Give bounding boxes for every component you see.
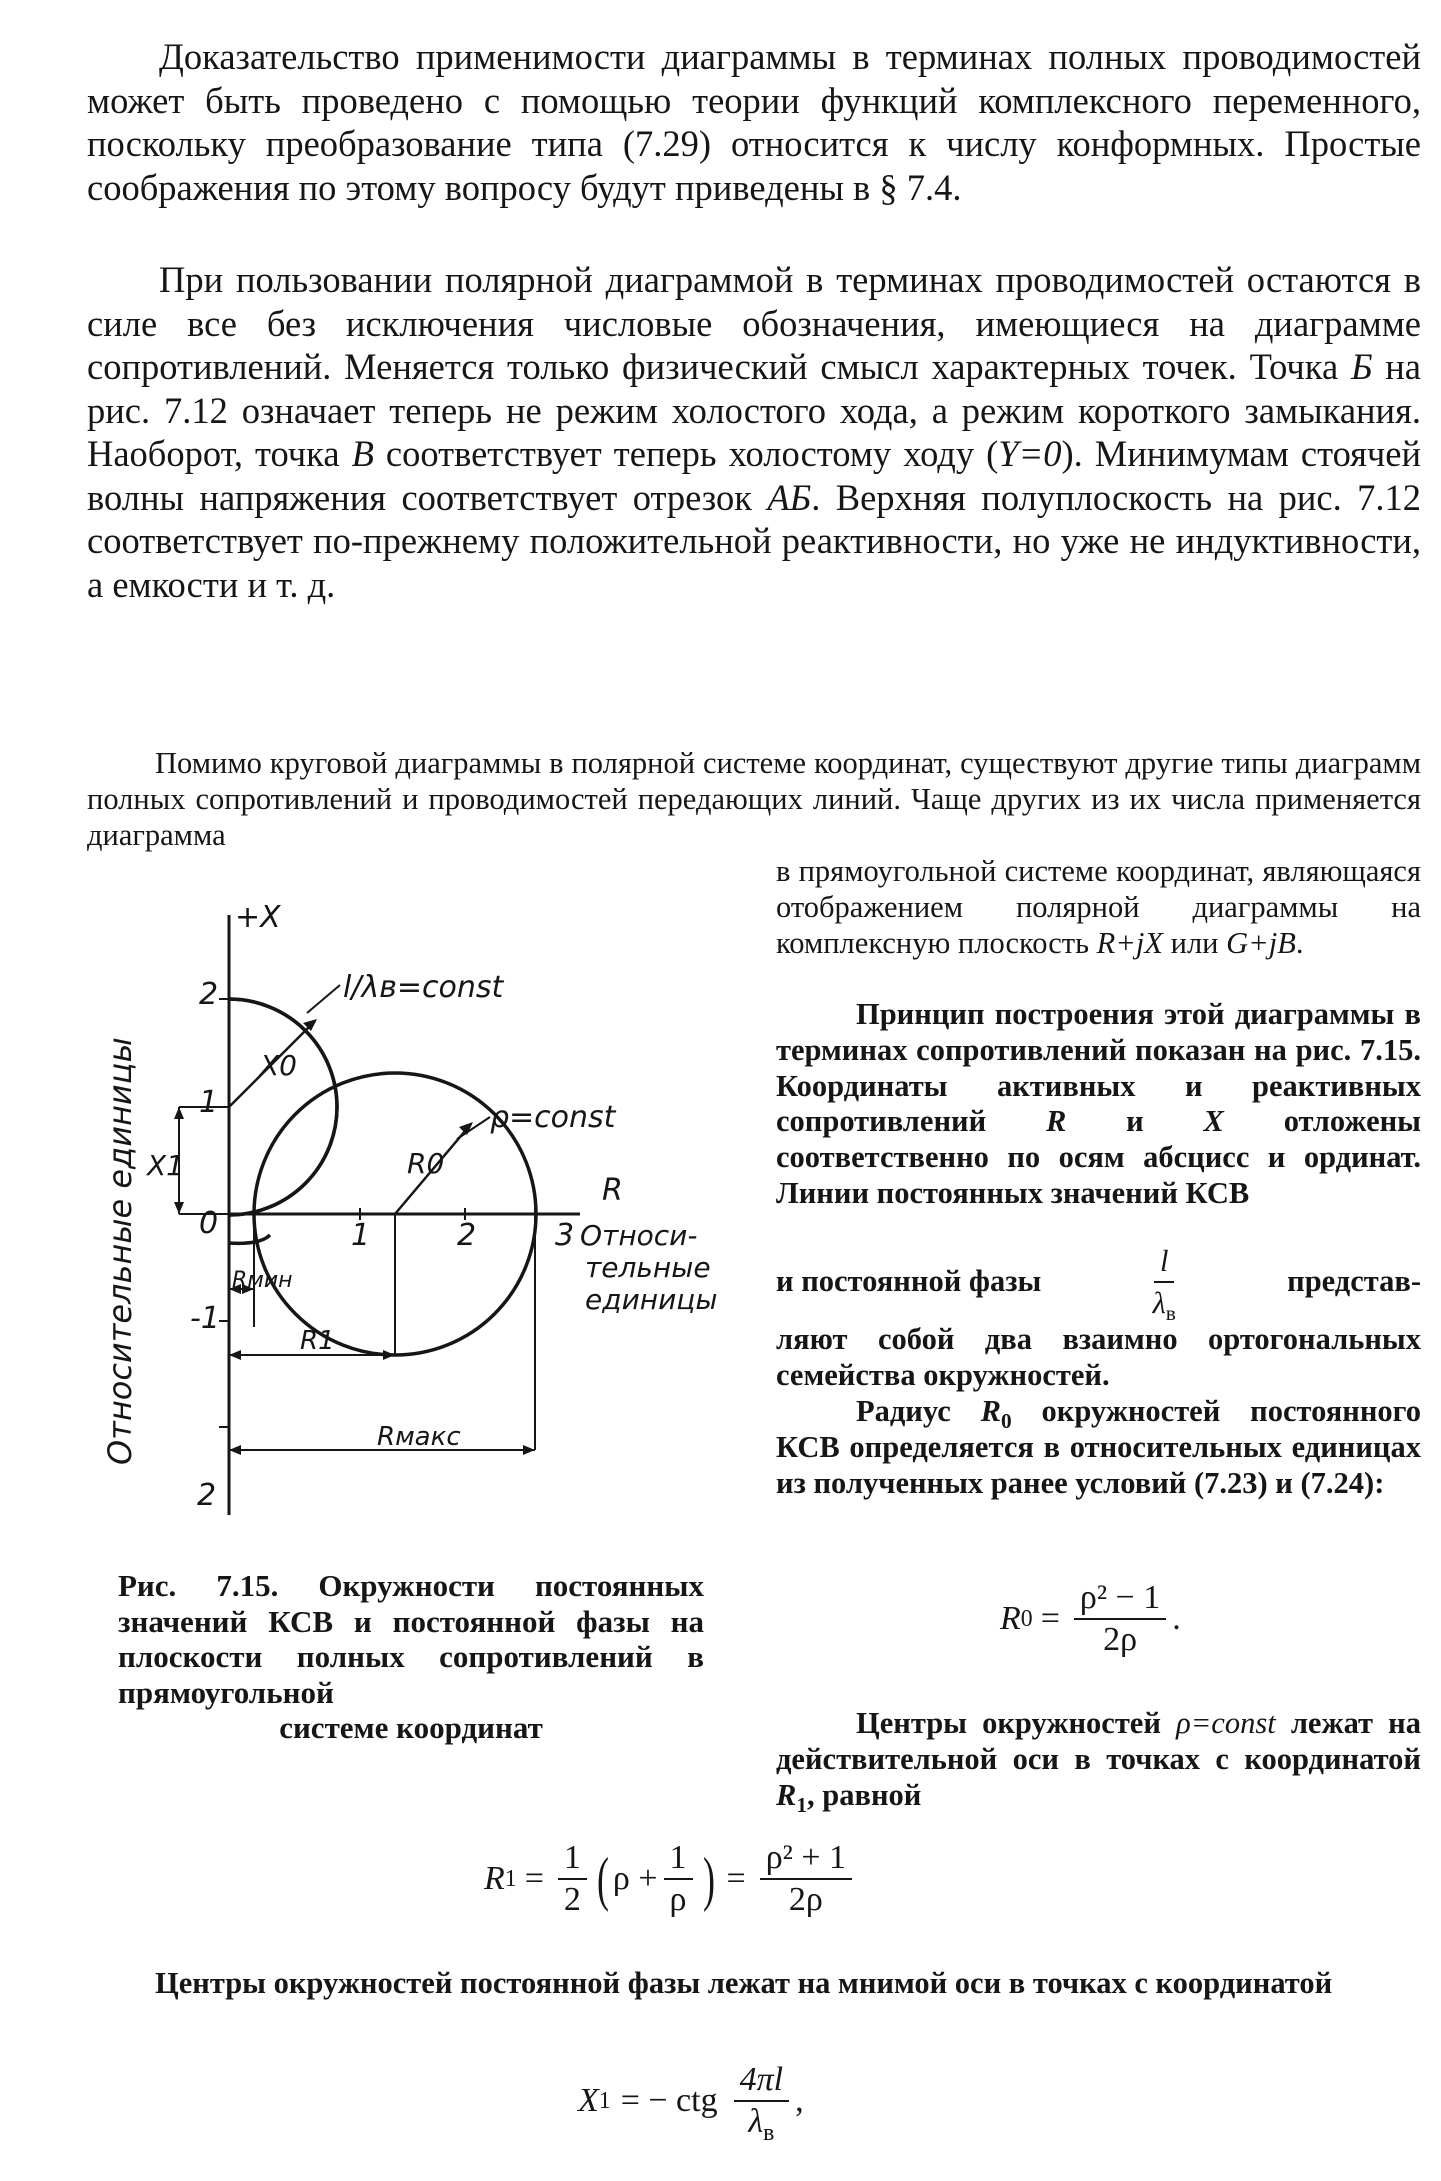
formula-x1: X 1 = − ctg $\frac{4\pi l}{\lambda_в}$ , bbox=[578, 2061, 804, 2146]
rmin-label: Rмин bbox=[232, 1268, 293, 1293]
r1-label: R1 bbox=[300, 1326, 335, 1356]
paragraph-phase-line: и постоянной фазы $\frac{l}{\lambda_в}$ представ- bbox=[776, 1244, 1421, 1326]
plus-x-label: +X bbox=[235, 905, 281, 935]
tick-y-neg1: -1 bbox=[190, 1301, 220, 1336]
tick-y-1: 1 bbox=[199, 1085, 219, 1120]
paragraph-centers-phase: Центры окружностей постоянной фазы лежат на мнимой оси в точках с координатой bbox=[155, 1966, 1333, 2000]
x0-label: X0 bbox=[260, 1049, 297, 1082]
x-unit-line1: Относи- bbox=[580, 1219, 698, 1252]
tick-y-2: 2 bbox=[199, 977, 219, 1012]
formula-r0: R 0 = $\frac{\text{ρ² − 1}}{2\rho}$ . bbox=[1000, 1579, 1181, 1658]
paragraph-other-diagrams: Помимо круговой диаграммы в полярной системе координат, существуют другие типы диаграмм полных сопротивлений и проводимостей передающих линий. Чаще других из их числа применяется диаграмма bbox=[87, 746, 1421, 852]
r-axis-label: R bbox=[602, 1173, 623, 1208]
figure-7-15-diagram bbox=[95, 905, 735, 1525]
phase-const-label: l/λв=const bbox=[343, 970, 504, 1005]
paragraph-radius: Радиус $R_0$ окружностей постоянного КСВ определяется в относительных единицах из полученных ранее условий (7.23) и (7.24): bbox=[776, 1394, 1422, 1500]
tick-x-2: 2 bbox=[457, 1218, 477, 1253]
tick-y-neg2: 2 bbox=[197, 1478, 217, 1513]
figure-caption: Рис. 7.15. Окружности постоянных значений КСВ и постоянной фазы на плоскости полных сопротивлений в прямоугольной системе координат bbox=[118, 1568, 704, 1745]
x1-label: X1 bbox=[147, 1149, 184, 1182]
paragraph-principle: Принцип построения этой диаграммы в терминах сопротивлений показан на рис. 7.15. Координаты активных и реактивных сопротивлений R и X отложены соответственно по осям абсцисс и ординат. Линии постоянных значений КСВ bbox=[776, 997, 1421, 1210]
tick-x-3: 3 bbox=[555, 1218, 575, 1253]
paragraph-rectangular: в прямоугольной системе координат, являющаяся отображением полярной диаграммы на комплексную плоскость R+jX или G+jB. bbox=[776, 854, 1421, 960]
paragraph-admittance-diagram: При пользовании полярной диаграммой в терминах проводимостей остаются в силе все без исключения числовые обозначения, имеющиеся на диаграмме сопротивлений. Меняется только физический смысл характерных точек. Точка Б на рис. 7.12 означает теперь не режим холостого хода, а режим короткого замыкания. Наоборот, точка В соответствует теперь холостому ходу (Y=0). Минимумам стоячей волны напряжения соответствует отрезок АБ. Верхняя полуплоскость на рис. 7.12 соответствует по-прежнему положительной реактивности, но уже не индуктивности, а емкости и т. д. bbox=[87, 259, 1422, 605]
paragraph-proof: Доказательство применимости диаграммы в терминах полных проводимостей может быть проведено с помощью теории функций комплексного переменного, поскольку преобразование типа (7.29) относится к числу конформных. Простые соображения по этому вопросу будут приведены в § 7.4. bbox=[87, 36, 1421, 208]
y-axis-title: Относительные единицы bbox=[101, 1037, 139, 1465]
rmax-label: Rмакс bbox=[377, 1422, 461, 1452]
formula-r1: R 1 = $\frac{1}{2}$ ( ρ + $\frac{1}{\rho}$ ) = $\frac{\text{ρ² + 1}}{2\rho}$ bbox=[484, 1840, 858, 1918]
tick-x-1: 1 bbox=[351, 1218, 371, 1253]
x-unit-line2: тельные bbox=[585, 1251, 711, 1284]
tick-origin: 0 bbox=[199, 1206, 219, 1241]
rho-const-label: ρ=const bbox=[490, 1100, 616, 1135]
fraction-l-lambda: $\frac{l}{\lambda_в}$ bbox=[1152, 1244, 1176, 1326]
x-unit-line3: единицы bbox=[585, 1283, 718, 1316]
paragraph-centers-rho: Центры окружностей ρ=const лежат на действительной оси в точках с координатой $R_1$, равной bbox=[776, 1706, 1421, 1817]
r0-label: R0 bbox=[407, 1147, 445, 1180]
paragraph-orthogonal: ляют собой два взаимно ортогональных семейства окружностей. bbox=[776, 1322, 1421, 1392]
